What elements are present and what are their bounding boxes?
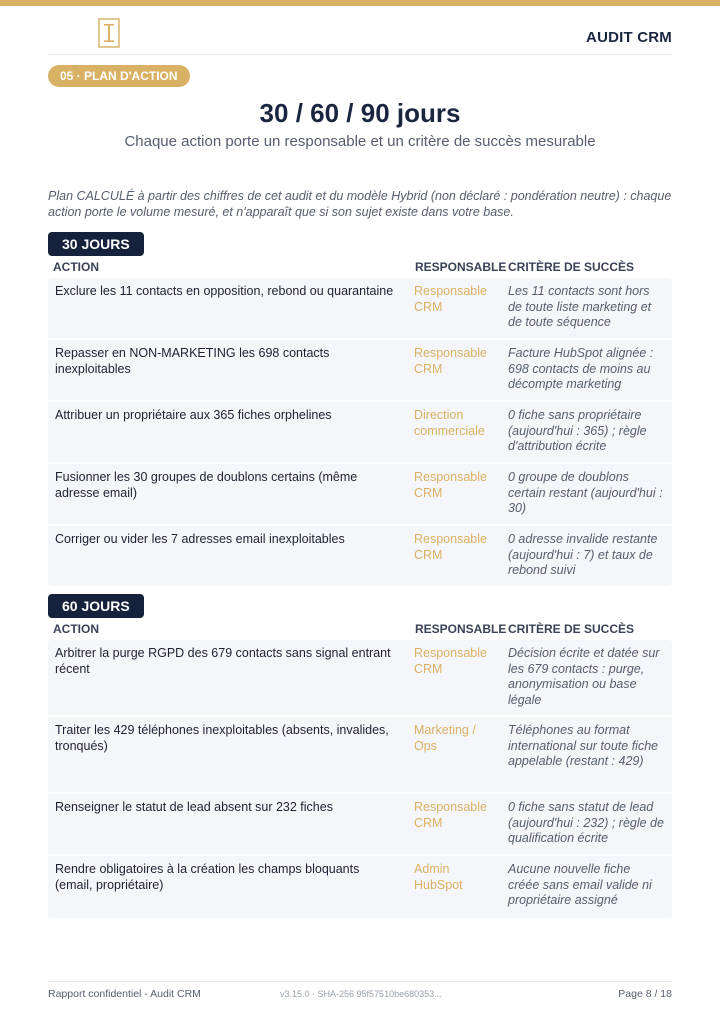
criteria-cell: 0 groupe de doublons certain restant (aujourd'hui : 30) <box>508 470 663 516</box>
document-title: AUDIT CRM <box>586 29 672 46</box>
owner-cell: Responsable CRM <box>414 800 487 830</box>
page-header <box>48 6 672 55</box>
footer-confidential-label: Rapport confidentiel - Audit CRM <box>48 988 201 1000</box>
column-header-owner: RESPONSABLE <box>415 622 507 636</box>
table-row <box>48 794 672 856</box>
action-cell: Corriger ou vider les 7 adresses email inexploitables <box>55 532 345 546</box>
criteria-cell: Aucune nouvelle fiche créée sans email valide ni propriétaire assigné <box>508 862 652 908</box>
criteria-cell: Téléphones au format international sur toute fiche appelable (restant : 429) <box>508 723 659 769</box>
action-cell: Renseigner le statut de lead absent sur 232 fiches <box>55 800 333 814</box>
column-header-criteria: CRITÈRE DE SUCCÈS <box>508 622 635 636</box>
footer-page-number: Page 8 / 18 <box>618 988 672 1000</box>
action-cell: Fusionner les 30 groupes de doublons certains (même adresse email) <box>55 470 358 500</box>
owner-cell: Admin HubSpot <box>414 862 463 892</box>
criteria-cell: 0 fiche sans propriétaire (aujourd'hui : 365) ; règle d'attribution écrite <box>508 408 647 454</box>
page-footer <box>48 981 672 1005</box>
owner-cell: Direction commerciale <box>414 408 485 438</box>
criteria-cell: Décision écrite et datée sur les 679 contacts : purge, anonymisation ou base légale <box>508 646 660 707</box>
action-table <box>48 640 672 918</box>
owner-cell: Responsable CRM <box>414 470 487 500</box>
action-cell: Traiter les 429 téléphones inexploitables (absents, invalides, tronqués) <box>55 723 389 753</box>
phase-badge: 60 JOURS <box>48 594 144 618</box>
phase-30-days <box>48 232 672 586</box>
table-row <box>48 278 672 340</box>
criteria-cell: 0 adresse invalide restante (aujourd'hui : 7) et taux de rebond suivi <box>508 532 658 578</box>
owner-cell: Responsable CRM <box>414 532 487 562</box>
action-cell: Exclure les 11 contacts en opposition, rebond ou quarantaine <box>55 284 394 298</box>
owner-cell: Responsable CRM <box>414 284 487 314</box>
table-row <box>48 464 672 526</box>
footer-version-hash: v3.15.0 · SHA-256 95f57510be680353... <box>280 989 442 999</box>
owner-cell: Responsable CRM <box>414 346 487 376</box>
phase-badge: 30 JOURS <box>48 232 144 256</box>
column-header-action: ACTION <box>53 260 99 274</box>
pillar-logo-icon <box>98 18 120 48</box>
action-cell: Arbitrer la purge RGPD des 679 contacts sans signal entrant récent <box>55 646 391 676</box>
page-title: 30 / 60 / 90 jours <box>259 98 461 128</box>
criteria-cell: 0 fiche sans statut de lead (aujourd'hui : 232) ; règle de qualification écrite <box>508 800 664 846</box>
table-header <box>48 256 672 278</box>
phase-60-days <box>48 594 672 918</box>
page-subtitle: Chaque action porte un responsable et un critère de succès mesurable <box>124 133 596 150</box>
owner-cell: Responsable CRM <box>414 646 487 676</box>
column-header-criteria: CRITÈRE DE SUCCÈS <box>508 260 635 274</box>
action-table <box>48 278 672 586</box>
section-badge: 05 · PLAN D'ACTION <box>48 65 190 87</box>
table-row <box>48 340 672 402</box>
criteria-cell: Facture HubSpot alignée : 698 contacts de moins au décompte marketing <box>508 346 654 392</box>
action-cell: Rendre obligatoires à la création les champs bloquants (email, propriétaire) <box>55 862 360 892</box>
table-row <box>48 526 672 586</box>
criteria-cell: Les 11 contacts sont hors de toute liste marketing et de toute séquence <box>508 284 652 330</box>
table-row <box>48 402 672 464</box>
table-row <box>48 856 672 918</box>
column-header-action: ACTION <box>53 622 99 636</box>
owner-cell: Marketing / Ops <box>414 723 476 753</box>
table-row <box>48 717 672 794</box>
table-row <box>48 640 672 717</box>
action-cell: Attribuer un propriétaire aux 365 fiches orphelines <box>55 408 332 422</box>
intro-paragraph: Plan CALCULÉ à partir des chiffres de cet audit et du modèle Hybrid (non déclaré : pondération neutre) : chaque action porte le volume mesuré, et n'apparaît que si son sujet existe dans votre base. <box>48 189 672 219</box>
action-cell: Repasser en NON-MARKETING les 698 contacts inexploitables <box>55 346 330 376</box>
column-header-owner: RESPONSABLE <box>415 260 507 274</box>
table-header <box>48 618 672 640</box>
